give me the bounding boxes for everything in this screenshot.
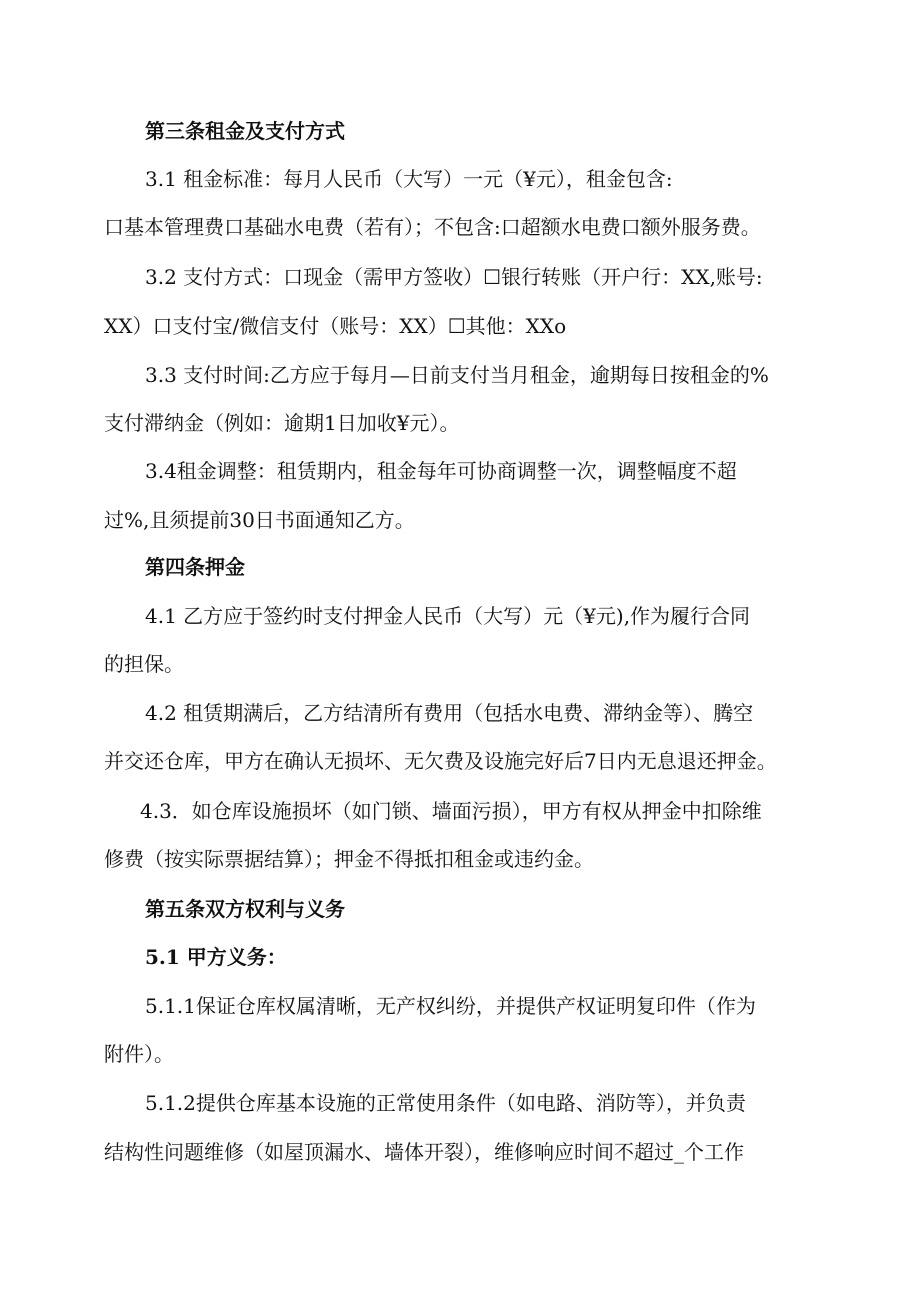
clause-4-3-line-2: 修费（按实际票据结算）；押金不得抵扣租金或违约金。 [104, 847, 594, 871]
clause-4-3-line-1: 4.3．如仓库设施损坏（如门锁、墙面污损），甲方有权从押金中扣除维 [140, 799, 762, 823]
clause-3-4-line-2: 过%,且须提前30日书面通知乙方。 [104, 508, 415, 532]
clause-5-1-2-line-1: 5.1.2提供仓库基本设施的正常使用条件（如电路、消防等），并负责 [145, 1091, 746, 1115]
clause-4-2-line-1: 4.2 租赁期满后，乙方结清所有费用（包括水电费、滞纳金等）、腾空 [145, 701, 754, 725]
clause-3-3-line-1: 3.3 支付时间:乙方应于每月—日前支付当月租金，逾期每日按租金的% [145, 363, 769, 387]
clause-3-2-line-1: 3.2 支付方式：口现金（需甲方签收）☐银行转账（开户行：XX,账号: [145, 265, 763, 289]
clause-3-2-line-2: XX）口支付宝/微信支付（账号：XX）☐其他：XXo [104, 314, 567, 338]
clause-3-1-line-2: 口基本管理费口基础水电费（若有）；不包含:口超额水电费口额外服务费。 [104, 215, 761, 239]
clause-3-1-line-1: 3.1 租金标准：每月人民币（大写）一元（¥元），租金包含: [145, 167, 673, 191]
clause-4-2-line-2: 并交还仓库，甲方在确认无损坏、无欠费及设施完好后7日内无息退还押金。 [104, 749, 777, 773]
clause-5-1-heading: 5.1 甲方义务： [145, 945, 287, 969]
clause-5-1-1-line-1: 5.1.1保证仓库权属清晰，无产权纠纷，并提供产权证明复印件（作为 [145, 994, 756, 1018]
clause-3-3-line-2: 支付滞纳金（例如：逾期1日加收¥元）。 [104, 411, 460, 435]
clause-3-4-line-1: 3.4租金调整：租赁期内，租金每年可协商调整一次，调整幅度不超 [145, 459, 737, 483]
clause-4-1-line-1: 4.1 乙方应于签约时支付押金人民币（大写）元（¥元),作为履行合同 [145, 604, 751, 628]
clause-5-1-2-line-2: 结构性问题维修（如屋顶漏水、墙体开裂），维修响应时间不超过_个工作 [104, 1140, 744, 1164]
section-4-heading: 第四条押金 [145, 555, 245, 579]
clause-5-1-1-line-2: 附件）。 [104, 1042, 174, 1066]
section-3-heading: 第三条租金及支付方式 [145, 119, 345, 143]
clause-4-1-line-2: 的担保。 [104, 652, 184, 676]
section-5-heading: 第五条双方权利与义务 [145, 897, 345, 921]
